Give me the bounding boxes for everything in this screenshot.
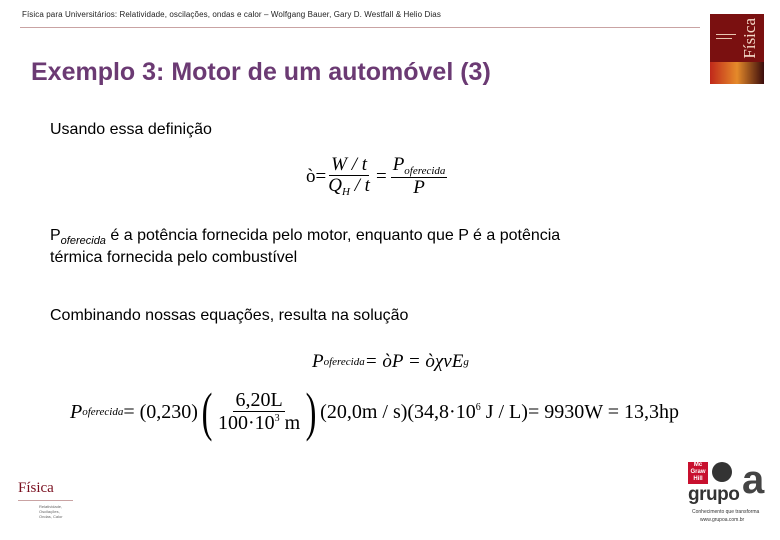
eq3-numerator: 6,20L	[235, 389, 283, 411]
eq3-result: = 9930W = 13,3hp	[527, 400, 680, 423]
eq3-speed: (20,0m / s)	[320, 400, 408, 423]
eq1-P: P	[392, 153, 405, 175]
solution-equation	[70, 380, 679, 444]
p-oferecida-sub: oferecida	[60, 235, 106, 247]
eq3-den-a: 100·10	[217, 412, 275, 434]
eq3-denominator	[216, 412, 302, 434]
body-line-combining: Combinando nossas equações, resulta na solução	[50, 307, 409, 324]
seal-icon	[712, 462, 732, 482]
footer-logo-divider	[18, 500, 73, 501]
book-cover-title: Física	[740, 18, 759, 59]
eq3-energy	[407, 401, 528, 424]
eq3-energy-b: J / L)	[480, 400, 528, 423]
cover-color-band	[710, 62, 764, 84]
eq3-energy-exp: 6	[475, 401, 481, 413]
grupo-text: grupo	[688, 484, 740, 505]
eq3-den-b: m	[279, 412, 301, 434]
eq2-g-sub: g	[463, 356, 469, 368]
eq1-frac2-numerator	[391, 155, 448, 179]
eq1-fraction-2	[391, 155, 448, 199]
eq3-right-paren: )	[305, 382, 317, 442]
mcgraw-hill-logo: Mc Graw Hill	[688, 462, 708, 484]
eq1-frac2-denominator: P	[413, 177, 425, 199]
eq1-oferecida-sub: oferecida	[404, 164, 446, 177]
slide-title: Exemplo 3: Motor de um automóvel (3)	[31, 58, 491, 86]
book-cover-image	[710, 14, 764, 84]
publisher-website: www.grupoa.com.br	[700, 517, 745, 523]
running-header: Física para Universitários: Relatividade, oscilações, ondas e calor – Wolfgang Bauer, Gary D. Westfall & Helio Dias	[22, 10, 441, 19]
cover-decoration	[716, 38, 732, 39]
publisher-tagline: Conhecimento que transforma	[692, 509, 760, 515]
eq1-lhs: ò=	[306, 166, 327, 187]
eq1-H-sub: H	[341, 186, 350, 199]
eq3-den-exp: 3	[274, 413, 280, 424]
body-line-poferecida	[50, 227, 560, 247]
eq1-frac1-denominator	[326, 176, 372, 198]
eq3-coefficient: = (0,230)	[123, 400, 198, 423]
eq3-fraction	[216, 390, 302, 434]
body-line-thermal: térmica fornecida pelo combustível	[50, 249, 298, 266]
eq2-P: P	[312, 351, 324, 372]
footer-logo-subtitle: Relatividade, Oscilações, Ondas, Calor	[39, 504, 63, 519]
eq3-energy-a: (34,8·10	[407, 400, 476, 423]
p-var: P	[50, 227, 61, 244]
eq1-fraction-1	[326, 155, 372, 198]
body-line-2-text: é a potência fornecida pelo motor, enquanto que P é a potência	[105, 227, 561, 244]
efficiency-equation	[306, 150, 447, 204]
eq3-P: P	[70, 400, 83, 423]
eq3-left-paren: (	[201, 382, 213, 442]
eq1-frac1-numerator: W / t	[331, 154, 368, 176]
eq2-rest: = òP = òχvE	[364, 351, 464, 372]
grupo-a-letter: a	[742, 458, 765, 502]
footer-book-logo	[18, 480, 73, 519]
body-line-definition: Usando essa definição	[50, 121, 212, 138]
eq2-oferecida-sub: oferecida	[323, 356, 365, 368]
cover-decoration	[716, 34, 736, 35]
eq1-Q: Q	[328, 175, 342, 197]
eq3-oferecida-sub: oferecida	[82, 406, 124, 418]
publisher-logo	[688, 458, 770, 526]
power-equation	[312, 349, 469, 375]
header-divider	[20, 27, 700, 28]
eq1-equals: =	[375, 166, 387, 187]
footer-logo-text: Física	[18, 480, 54, 496]
eq1-den-rest: / t	[349, 175, 370, 197]
